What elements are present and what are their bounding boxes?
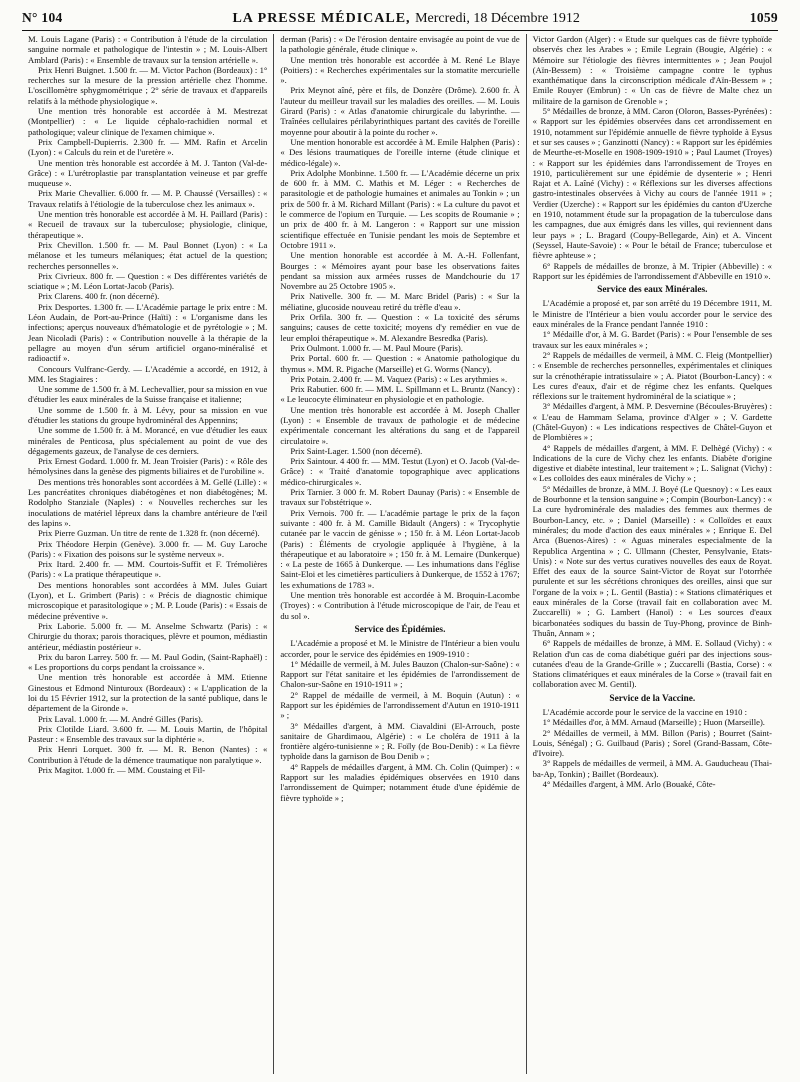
paragraph: Victor Gardon (Alger) : « Etude sur quelques cas de fièvre typhoïde observés chez les Arabes » ; Emile Legrain (Bougie, Algérie) : « Mémoire sur l'étiologie des fièvres intermittentes » ; Jean Poujol (Aïn-Bessem) : « Troisième campagne contre le typhus exanthématique dans la circonscription médicale d'Aïn-Bessem » ; Emile Rouyer (Embrun) : « Un cas de fièvre de Malte chez un militaire de la garnison de Grenoble » ; — [532, 34, 772, 106]
paragraph: Une mention très honorable est accordée à M. Joseph Challer (Lyon) : « Ensemble de travaux de pathologie et de médecine expérimentale concernant les altérations du sang et de l'appareil circulatoire ». — [280, 404, 520, 446]
section-heading: Service des Épidémies. — [354, 624, 446, 635]
paragraph: Une somme de 1.500 fr. à M. Lévy, pour sa mission en vue d'étudier les stations du groupe hydrominéral des Appennins; — [28, 404, 268, 425]
section-heading: Service des eaux Minérales. — [597, 285, 708, 296]
paragraph: Prix Laborie. 5.000 fr. — M. Anselme Schwartz (Paris) : « Chirurgie du thorax; parois thoraciques, plèvre et poumon, médiastin antérieur, médiastin postérieur ». — [28, 620, 268, 652]
section-heading: Service de la Vaccine. — [609, 693, 696, 704]
paragraph: Prix Potain. 2.400 fr. — M. Vaquez (Paris) : « Les arythmies ». — [290, 373, 508, 384]
paragraph: Prix Tarnier. 3 000 fr. M. Robert Daunay (Paris) : « Ensemble de travaux sur l'obstétrique ». — [280, 487, 520, 508]
paragraph: Prix Ernest Godard. 1.000 fr. M. Jean Troisier (Paris) : « Rôle des hémolysines dans la genèse des pigments biliaires et de l'urobiline ». — [28, 456, 268, 477]
paragraph: Une mention très honorable est accordée à M. Mestrezat (Montpellier) : « Le liquide céphalo-rachidien normal et pathologique; valeur clinique de l'examen chimique ». — [28, 106, 268, 137]
paragraph: Une mention très honorable est accordée à M. J. Tanton (Val-de-Grâce) : « L'urétroplastie par transplantation veineuse et par greffe muqueuse ». — [28, 157, 268, 189]
paragraph: Des mentions très honorables sont accordées à M. Gellé (Lille) : « Les pancréatites chroniques diabétogènes et non diabétogènes; M. Rodolpho Stanziale (Naples) : « Nouvelles recherches sur les inoculations de matériel lépreux dans la chambre antérieure de l'œil des lapins ». — [28, 476, 268, 528]
paragraph: Prix Chevillon. 1.500 fr. — M. Paul Bonnet (Lyon) : « La mélanose et les tumeurs mélaniques; état actuel de la question; recherches personnelles ». — [28, 239, 268, 271]
paragraph: Prix Campbell-Dupierris. 2.300 fr. — MM. Rafin et Arcelin (Lyon) : « Calculs du rein et de l'uretère ». — [28, 136, 268, 158]
paragraph: 4° Rappels de médailles d'argent, à MM. F. Delhègé (Vichy) : « Indications de la cure de Vichy chez les enfants. Diabète d'origine digestive et diabète intestinal, leur traitement » ; L. Salignat (Vichy) : « Les colloïdes des eaux minérales de Vichy » ; — [532, 442, 772, 484]
paragraph: 5° Médailles de bronze, à MM. Caron (Oloron, Basses-Pyrénées) : « Rapport sur les épidémies observées dans cet arrondissement en 1910, notamment sur l'épidémie annuelle de fièvre typhoïde à Eysus et sur ses causes » ; Ganzinotti (Nancy) : « Rapport sur les épidémies de Meurthe-et-Moselle en 1908-1909-1910 » ; Paul Laumet (Troyes) : « Rapport sur les épidémies dans l'arrondissement de Troyes en 1910, particulièrement sur une épidémie de dysenterie » ; Henri Rajat et A. Laîné (Vichy) : « Réflexions sur les diverses affections gastro-intestinales observées à Vichy au cours de l'année 1911 » ; Verdier (Uzerche) : « Rapport sur les épidémies du canton d'Uzerche en 1910, notamment étude sur la propagation de la tuberculose dans les campagnes, due aux émigrés dans les villes, qui reviennent dans leur pays » ; L. Bragard (Coupy-Bellegarde, Ain) et A. Vincent (Seyssel, Haute-Savoie) : « Pour le bétail de France; tuberculose et fièvre aphteuse » ; — [532, 106, 772, 261]
paragraph: Prix Desportes. 1.300 fr. — L'Académie partage le prix entre : M. Léon Audain, de Port-au-Prince (Haïti) : « L'organisme dans les infections; aperçus nouveaux d'hématologie et de pyrétologie » ; M. Jean Nicoladi (Paris) : « Contribution nouvelle à la thérapie de la pellagre au moyen d'un sérum artificiel organo-minéralisé et radioactif ». — [28, 301, 268, 364]
paragraph: 6° Rappels de médailles de bronze, à M. Tripier (Abbeville) : « Rapport sur les épidémies de l'arrondissement d'Abbeville en 1910 ». — [532, 260, 772, 281]
paragraph: Une mention honorable est accordée à M. A.-H. Follenfant, Bourges : « Mémoires ayant pour base les observations faites pendant sa mission aux armées russes de Mandchourie du 17 Novembre au 25 Octobre 1905 ». — [280, 250, 520, 292]
paragraph: 3° Médailles d'argent, à MM. Ciavaldini (El-Arrouch, poste sanitaire de Ghardimaou, Algérie) : « Le choléra de 1911 à la frontière algéro-tunisienne » ; R. Foïly (de Bou-Denib) : « La fièvre typhoïde dans la garnison de Bou Denib » ; — [280, 720, 520, 762]
paragraph: 3° Rappels de médailles de vermeil, à MM. A. Gauducheau (Thai-ba-Ap, Tonkin) ; Baillet (Bordeaux). — [532, 758, 772, 779]
paragraph: Prix Théodore Herpin (Genève). 3.000 fr. — M. Guy Laroche (Paris) : « Fixation des poisons sur le système nerveux ». — [28, 538, 268, 559]
paragraph: Prix Rabutier. 600 fr. — MM. L. Spillmann et L. Bruntz (Nancy) : « Le leucocyte éliminateur en physiologie et en pathologie. — [280, 384, 520, 405]
paragraph: 1° Médaille d'or, à M. G. Bardet (Paris) : « Pour l'ensemble de ses travaux sur les eaux minérales » ; — [532, 329, 772, 350]
paragraph: 1° Médailles d'or, à MM. Arnaud (Marseille) ; Huon (Marseille). — [542, 717, 765, 728]
paragraph: Prix Clotilde Liard. 3.600 fr. — M. Louis Martin, de l'hôpital Pasteur : « Ensemble des travaux sur la diphtérie ». — [28, 723, 268, 745]
paragraph: Une mention très honorable est accordée à M. René Le Blaye (Poitiers) : « Recherches expérimentales sur la stomatite mercurielle ». — [280, 54, 520, 86]
paragraph: Prix Orfila. 300 fr. — Question : « La toxicité des sérums sanguins; causes de cette toxicité; moyens d'y remédier en vue de leur emploi thérapeutique ». M. Alexandre Besredka (Paris). — [280, 312, 520, 343]
paragraph: Prix Civrieux. 800 fr. — Question : « Des différentes variétés de sciatique » ; M. Léon Lortat-Jacob (Paris). — [28, 270, 268, 292]
journal-title — [232, 11, 579, 27]
issue-date: Mercredi, 18 Décembre 1912 — [415, 11, 580, 26]
paragraph: Prix Itard. 2.400 fr. — MM. Courtois-Suffit et F. Trémolières (Paris) : « La pratique thérapeutique ». — [28, 559, 268, 580]
issue-number: N° 104 — [22, 10, 63, 25]
paragraph: 5° Médailles de bronze, à MM. J. Boyé (Le Quesnoy) : « Les eaux de Bourbonne et la tension sanguine » ; Compin (Bourbon-Lancy) : « La cure hydrominérale des maladies des femmes aux thermes de Bourbon-Lancy, etc. » ; Daniel (Marseille) : « Colloïdes et eaux minérales; du mode d'action des eaux minérales » ; Enrique E. Del Arca (Buenos-Aires) : « Aguas minerales especialmente de la Republica Argentina » ; C. Ullmann (Chester, Pensylvanie, Etats-Unis) : « Note sur des vertus curatives nouvelles des eaux de Royat. Effet des eaux de la source Saint-Victor de Royat sur l'otorrhée purulente et sur les sécrétions chroniques des oreilles, ainsi que sur l'organe de la voix » ; L. Gentil (Bastia) : « Stations climatériques et eaux minérales de la Corse (travail fait en collaboration avec M. Zuccarelli) » ; G. Lambert (Hanoï) : « Les sources d'eaux bicarbonatées sodiques du bassin de Tuy-Phong, province de Binh-Thuân, Annam » ; — [532, 483, 772, 638]
paragraph: 1° Médaille de vermeil, à M. Jules Bauzon (Chalon-sur-Saône) : « Rapport sur l'état sanitaire et les épidémies de l'arrondissement de Chalon-sur-Saône en 1910-1911 » ; — [280, 658, 520, 690]
paragraph: Une mention très honorable est accordée à M. Broquin-Lacombe (Troyes) : « Contribution à l'étude microscopique de l'air, de l'eau et du sol ». — [280, 590, 520, 621]
column-1 — [22, 34, 273, 1074]
paragraph: 2° Médailles de vermeil, à MM. Billon (Paris) ; Bourret (Saint-Louis, Sénégal) ; G. Guilbaud (Paris) ; Sorel (Grand-Bassam, Côte-d'Ivoire). — [532, 727, 772, 759]
paragraph: Une mention très honorable est accordée à M. H. Paillard (Paris) : « Recueil de travaux sur la tuberculose; physiologie, clinique, thérapeutique ». — [28, 209, 268, 240]
paragraph: Une mention honorable est accordée à M. Emile Halphen (Paris) : « Des lésions traumatiques de l'oreille interne (étude clinique et médico-légale) ». — [280, 136, 520, 168]
paragraph: Des mentions honorables sont accordées à MM. Jules Guiart (Lyon), et L. Grimbert (Paris) : « Précis de diagnostic chimique microscopique et parasitologique » ; M. P. Loude (Paris) : « Essais de médecine préventive ». — [28, 579, 268, 621]
paragraph: L'Académie a proposé et M. le Ministre de l'Intérieur a bien voulu accorder, pour le service des épidémies en 1909-1910 : — [280, 638, 520, 659]
paragraph: L'Académie a proposé et, par son arrêté du 19 Décembre 1911, M. le Ministre de l'Intérieur a bien voulu accorder pour le service des eaux minérales de la France pendant l'année 1910 : — [532, 298, 772, 330]
paragraph: Prix Henri Lorquet. 300 fr. — M. R. Benon (Nantes) : « Contribution à l'étude de la démence traumatique non paralytique ». — [28, 744, 268, 765]
page-header — [22, 10, 778, 31]
paragraph: Prix Meynot aîné, père et fils, de Donzère (Drôme). 2.600 fr. À l'auteur du meilleur travail sur les maladies des oreilles. — M. Louis Girard (Paris) : « Atlas d'anatomie chirurgicale du labyrinthe. — Traînées cellulaires périlabyrinthiques partant des cavités de l'oreille moyenne pour aboutir à la pointe du rocher ». — [280, 85, 520, 137]
paragraph: 4° Médailles d'argent, à MM. Arlo (Bouaké, Côte- — [542, 779, 716, 790]
paragraph: Prix Pierre Guzman. Un titre de rente de 1.328 fr. (non décerné). — [38, 528, 260, 539]
paragraph: 3° Médailles d'argent, à MM. P. Desvernine (Bécoules-Bruyères) : « L'eau de Hammam Selama, province d'Alger » ; V. Gardette (Châtel-Guyon) : « Les indications respectives de Châtel-Guyon et de Plombières » ; — [532, 401, 772, 443]
journal-name: LA PRESSE MÉDICALE, — [232, 11, 411, 26]
paragraph: 2° Rappels de médailles de vermeil, à MM. C. Fleig (Montpellier) : « Ensemble de recherches personnelles, expérimentales et cliniques sur la crénothérapie intratissulaire » ; A. Piatot (Bourbon-Lancy) : « Les cures d'eaux, d'air et de régime chez les enfants. Quelques réflexions sur le traitement hydrominéral de la sciatique » ; — [532, 349, 772, 402]
page-number: 1059 — [749, 10, 778, 25]
column-3 — [526, 34, 778, 1074]
paragraph: L'Académie accorde pour le service de la vaccine en 1910 : — [542, 707, 748, 717]
paragraph: Concours Vulfranc-Gerdy. — L'Académie a accordé, en 1912, à MM. les Stagiaires : — [28, 363, 268, 384]
paragraph: Une somme de 1.500 fr. à M. Lechevallier, pour sa mission en vue d'étudier les eaux minérales de la Suisse française et italienne; — [28, 384, 268, 405]
paragraph: Prix Laval. 1.000 fr. — M. André Gilles (Paris). — [38, 713, 203, 724]
paragraph: Prix Saint-Lager. 1.500 (non décerné). — [290, 445, 423, 456]
paragraph: Prix Clarens. 400 fr. (non décerné). — [38, 291, 160, 302]
paragraph: Prix Saintour. 4 400 fr. — MM. Testut (Lyon) et O. Jacob (Val-de-Grâce) : « Traité d'anatomie topographique avec applications médico-chirurgicales ». — [280, 456, 520, 487]
paragraph: 6° Rappels de médailles de bronze, à MM. E. Sollaud (Vichy) : « Relation d'un cas de coma diabétique guéri par des injections sous-cutanées d'eau de la Grande-Grille » ; Zuccarelli (Bastia, Corse) : « Stations climatériques et eaux minérales de la Corse » (travail fait en collaboration avec M. Gentil). — [532, 638, 772, 690]
paragraph: Prix Adolphe Monbinne. 1.500 fr. — L'Académie décerne un prix de 600 fr. à MM. C. Mathis et M. Léger : « Recherches de parasitologie et de pathologie humaines et animales au Tonkin » ; un prix de 500 fr. à M. Richard Millant (Paris) : « La culture du pavot et le commerce de l'opium en Turquie. — Les scopits de Roumanie » ; un prix de 400 fr. à M. Langeron : « Rapport sur une mission scientifique effectuée en Tunisie pendant les mois de Septembre et Octobre 1911 ». — [280, 167, 520, 250]
paragraph: Prix Nativelle. 300 fr. — M. Marc Bridel (Paris) : « Sur la méliatine, glucoside nouveau retiré du trèfle d'eau ». — [280, 291, 520, 312]
paragraph: Prix du baron Larrey. 500 fr. — M. Paul Godin, (Saint-Raphaël) : « Les proportions du corps pendant la croissance ». — [28, 651, 268, 673]
paragraph: Prix Magitot. 1.000 fr. — MM. Coustaing et Fil- — [38, 765, 206, 776]
paragraph: Prix Henri Buignet. 1.500 fr. — M. Victor Pachon (Bordeaux) : 1° recherches sur la mesure de la pression artérielle chez l'homme. L'oscillomètre sphygmométrique ; 2° série de travaux et d'appareils relatifs à la méthode physiologique ». — [28, 64, 268, 106]
paragraph: Prix Vernois. 700 fr. — L'académie partage le prix de la façon suivante : 400 fr. à M. Camille Bidault (Angers) : « Trycophytie cutanée par le vaccin de génisse » ; 150 fr. à M. Léon Lortat-Jacob (Paris) : Éléments de cryologie appliquée à l'hygiène, à la thérapeutique et au laboratoire » ; 150 fr. à M. Lemaire (Dunkerque) : « La peste de 1665 à Dunkerque. — Les inhumations dans l'église Saint-Eloi et les cimetières particuliers à Dunkerque, de 1552 à 1767; les exhumations de 1783 ». — [280, 507, 520, 590]
paragraph: 2° Rappel de médaille de vermeil, à M. Boquin (Autun) : « Rapport sur les épidémies de l'arrondissement d'Autun en 1910-1911 » ; — [280, 689, 520, 721]
paragraph: Prix Oulmont. 1.000 fr. — M. Paul Moure (Paris). — [290, 342, 463, 353]
paragraph: Prix Marie Chevallier. 6.000 fr. — M. P. Chaussé (Versailles) : « Travaux relatifs à l'étiologie de la tuberculose chez les animaux ». — [28, 188, 268, 209]
paragraph: Une mention très honorable est accordée à MM. Etienne Ginestous et Edmond Ninturoux (Bordeaux) : « L'application de la loi du 15 Février 1912, sur la protection de la santé publique, dans le département de la Gironde ». — [28, 672, 268, 714]
paragraph: M. Louis Lagane (Paris) : « Contribution à l'étude de la circulation sanguine normale et pathologique de l'intestin » ; M. Louis-Albert Amblard (Paris) : « Ensemble de travaux sur la tension artérielle ». — [28, 34, 268, 65]
paragraph: Une somme de 1.500 fr. à M. Morancé, en vue d'étudier les eaux minérales de Penticosa, plus spécialement au point de vue des dégagements gazeux, de l'analyse de ces derniers. — [28, 425, 268, 456]
paragraph: 4° Rappels de médailles d'argent, à MM. Ch. Colin (Quimper) : « Rapport sur les maladies épidémiques observées en 1910 dans l'arrondissement de Quimper; notamment étude d'une épidémie de fièvre typhoïde » ; — [280, 761, 520, 803]
text-columns — [22, 34, 778, 1074]
column-2 — [273, 34, 525, 1074]
paragraph: Prix Portal. 600 fr. — Question : « Anatomie pathologique du thymus ». MM. R. Pigache (Marseille) et G. Worms (Nancy). — [280, 353, 520, 374]
paragraph: derman (Paris) : « De l'érosion dentaire envisagée au point de vue de la pathologie générale, étude clinique ». — [280, 34, 520, 55]
